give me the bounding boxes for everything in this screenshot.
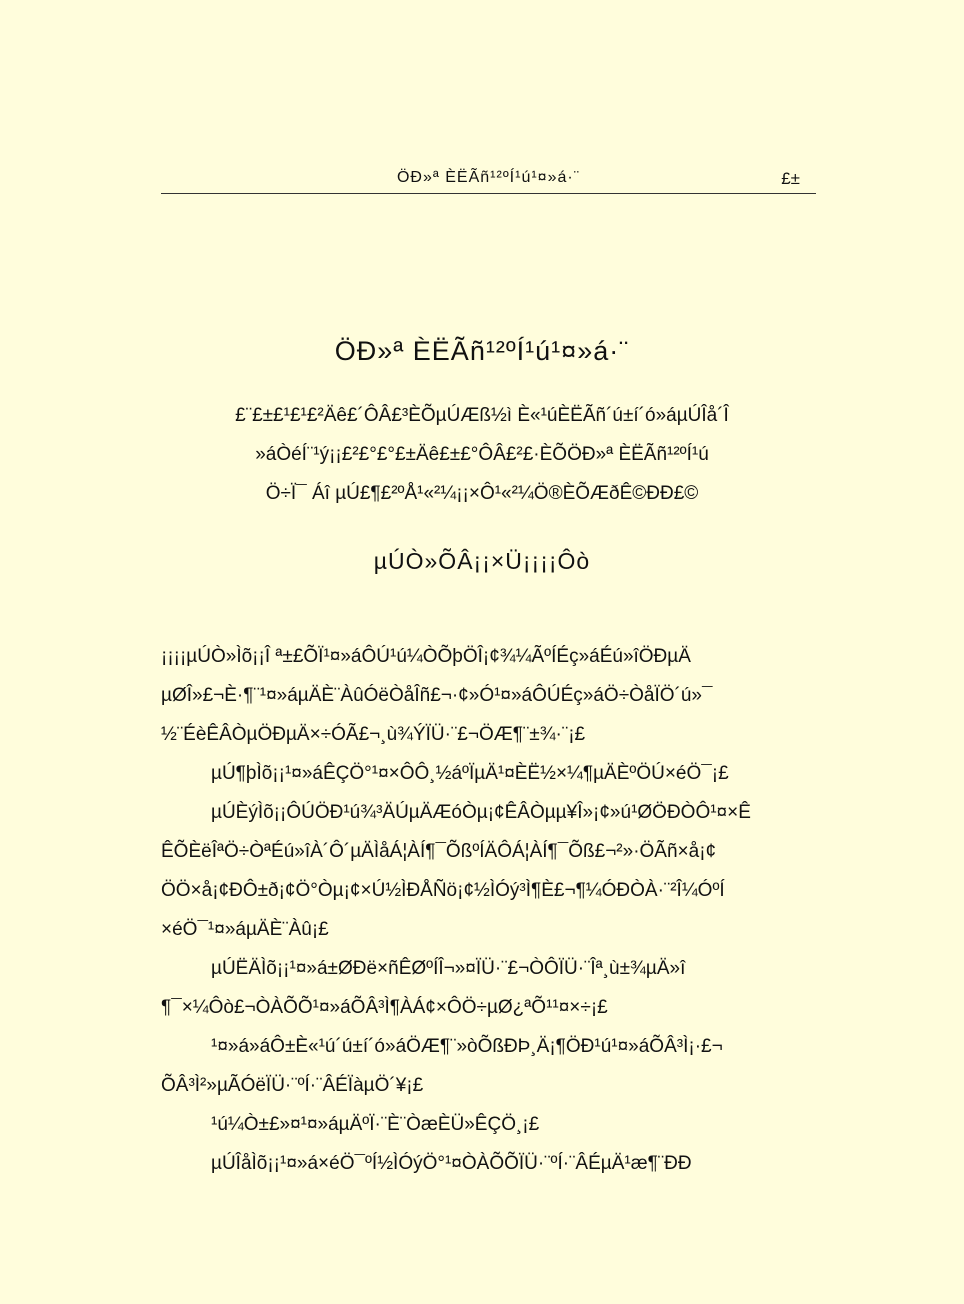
body-line: ¹ú¼Ò±£»¤¹¤»áµÄºÏ·¨È¨ÒæÈÜ»ÊÇÖ¸¡£ — [211, 1114, 540, 1135]
document-title: ÖÐ»ª ÈËÃñ¹²ºÍ¹ú¹¤»á·¨ — [334, 336, 630, 366]
body-line: µÚ¶þÌõ¡¡¹¤»áÊÇÖ°¹¤×ÔÔ¸½áºÏµÄ¹¤ÈË½×¼¶µÄÈºÖÚ×éÖ¯¡£ — [211, 763, 729, 784]
running-header — [161, 165, 816, 194]
body-line: µÚËÄÌõ¡¡¹¤»á±ØÐë×ñÊØºÍÎ¬»¤ÏÜ·¨£¬ÒÔÏÜ·¨Îª¸ù±¾µÄ»î — [211, 958, 686, 979]
body-line: µØÎ»£¬È·¶¨¹¤»áµÄÈ¨ÀûÓëÒåÎñ£¬·¢»Ó¹¤»áÔÚÉç»áÖ÷ÒåÏÖ´ú»¯ — [161, 685, 713, 706]
body-line: ½¨ÉèÊÂÒµÖÐµÄ×÷ÓÃ£¬¸ù¾ÝÏÜ·¨£¬ÖÆ¶¨±¾·¨¡£ — [161, 724, 586, 745]
body-line: ÖÖ×å¡¢ÐÔ±ð¡¢Ö°Òµ¡¢×Ú½ÌÐÅÑö¡¢½ÌÓý³Ì¶È£¬¶¼ÓÐÒÀ·¨²Î¼ÓºÍ — [161, 880, 725, 901]
intro-line: »áÒéÍ¨¹ý¡¡£²£°£°£±Äê£±£°ÔÂ£²£·ÈÕÖÐ»ª ÈËÃñ¹²ºÍ¹ú — [255, 444, 709, 465]
body-line: ÊÕÈëÎªÖ÷ÒªÉú»îÀ´Ô´µÄÌåÁ¦ÀÍ¶¯ÕßºÍÄÔÁ¦ÀÍ¶¯Õß£¬²»·ÖÃñ×å¡¢ — [161, 841, 717, 862]
body-line: ¡¡¡¡µÚÒ»Ìõ¡¡Î ª±£ÕÏ¹¤»áÔÚ¹ú¼ÒÕþÖÎ¡¢¾¼ÃºÍÉç»áÉú»îÖÐµÄ — [161, 646, 691, 667]
body-line: ×éÖ¯¹¤»áµÄÈ¨Àû¡£ — [161, 919, 329, 940]
body-line: µÚÈýÌõ¡¡ÔÚÖÐ¹ú¾³ÄÚµÄÆóÒµ¡¢ÊÂÒµµ¥Î»¡¢»ú¹ØÖÐÒÔ¹¤×Ê — [211, 802, 751, 823]
running-title: ÖÐ»ª ÈËÃñ¹²ºÍ¹ú¹¤»á·¨ — [396, 169, 581, 186]
intro-block — [0, 396, 964, 513]
intro-line: Ö÷Ï¯ Áî µÚ£¶£²ºÅ¹«²¼¡¡×Ô¹«²¼Ö®ÈÕÆðÊ©ÐÐ£© — [265, 483, 699, 504]
body-text — [161, 637, 831, 1183]
body-line: ¶¯×¼Ôò£¬ÒÀÕÕ¹¤»áÕÂ³Ì¶ÀÁ¢×ÔÖ÷µØ¿ªÕ¹¹¤×÷¡£ — [161, 997, 608, 1018]
body-line: µÚÎåÌõ¡¡¹¤»á×éÖ¯ºÍ½ÌÓýÖ°¹¤ÒÀÕÕÏÜ·¨ºÍ·¨ÂÉµÄ¹æ¶¨ÐÐ — [211, 1153, 692, 1174]
body-line: ÕÂ³Ì²»µÃÓëÏÜ·¨ºÍ·¨ÂÉÏàµÖ´¥¡£ — [161, 1075, 424, 1096]
chapter-heading: µÚÒ»ÕÂ¡¡×Ü¡¡¡¡Ôò — [373, 548, 591, 574]
intro-line: £¨£±£¹£¹£²Äê£´ÔÂ£³ÈÕµÚÆß½ì È«¹úÈËÃñ´ú±í´ó»áµÚÎå´Î — [235, 405, 729, 426]
body-line: ¹¤»á»áÔ±È«¹ú´ú±í´ó»áÖÆ¶¨»òÕßÐÞ¸Ä¡¶ÖÐ¹ú¹¤»áÕÂ³Ì¡·£¬ — [211, 1036, 723, 1057]
page-number: £± — [781, 169, 800, 188]
